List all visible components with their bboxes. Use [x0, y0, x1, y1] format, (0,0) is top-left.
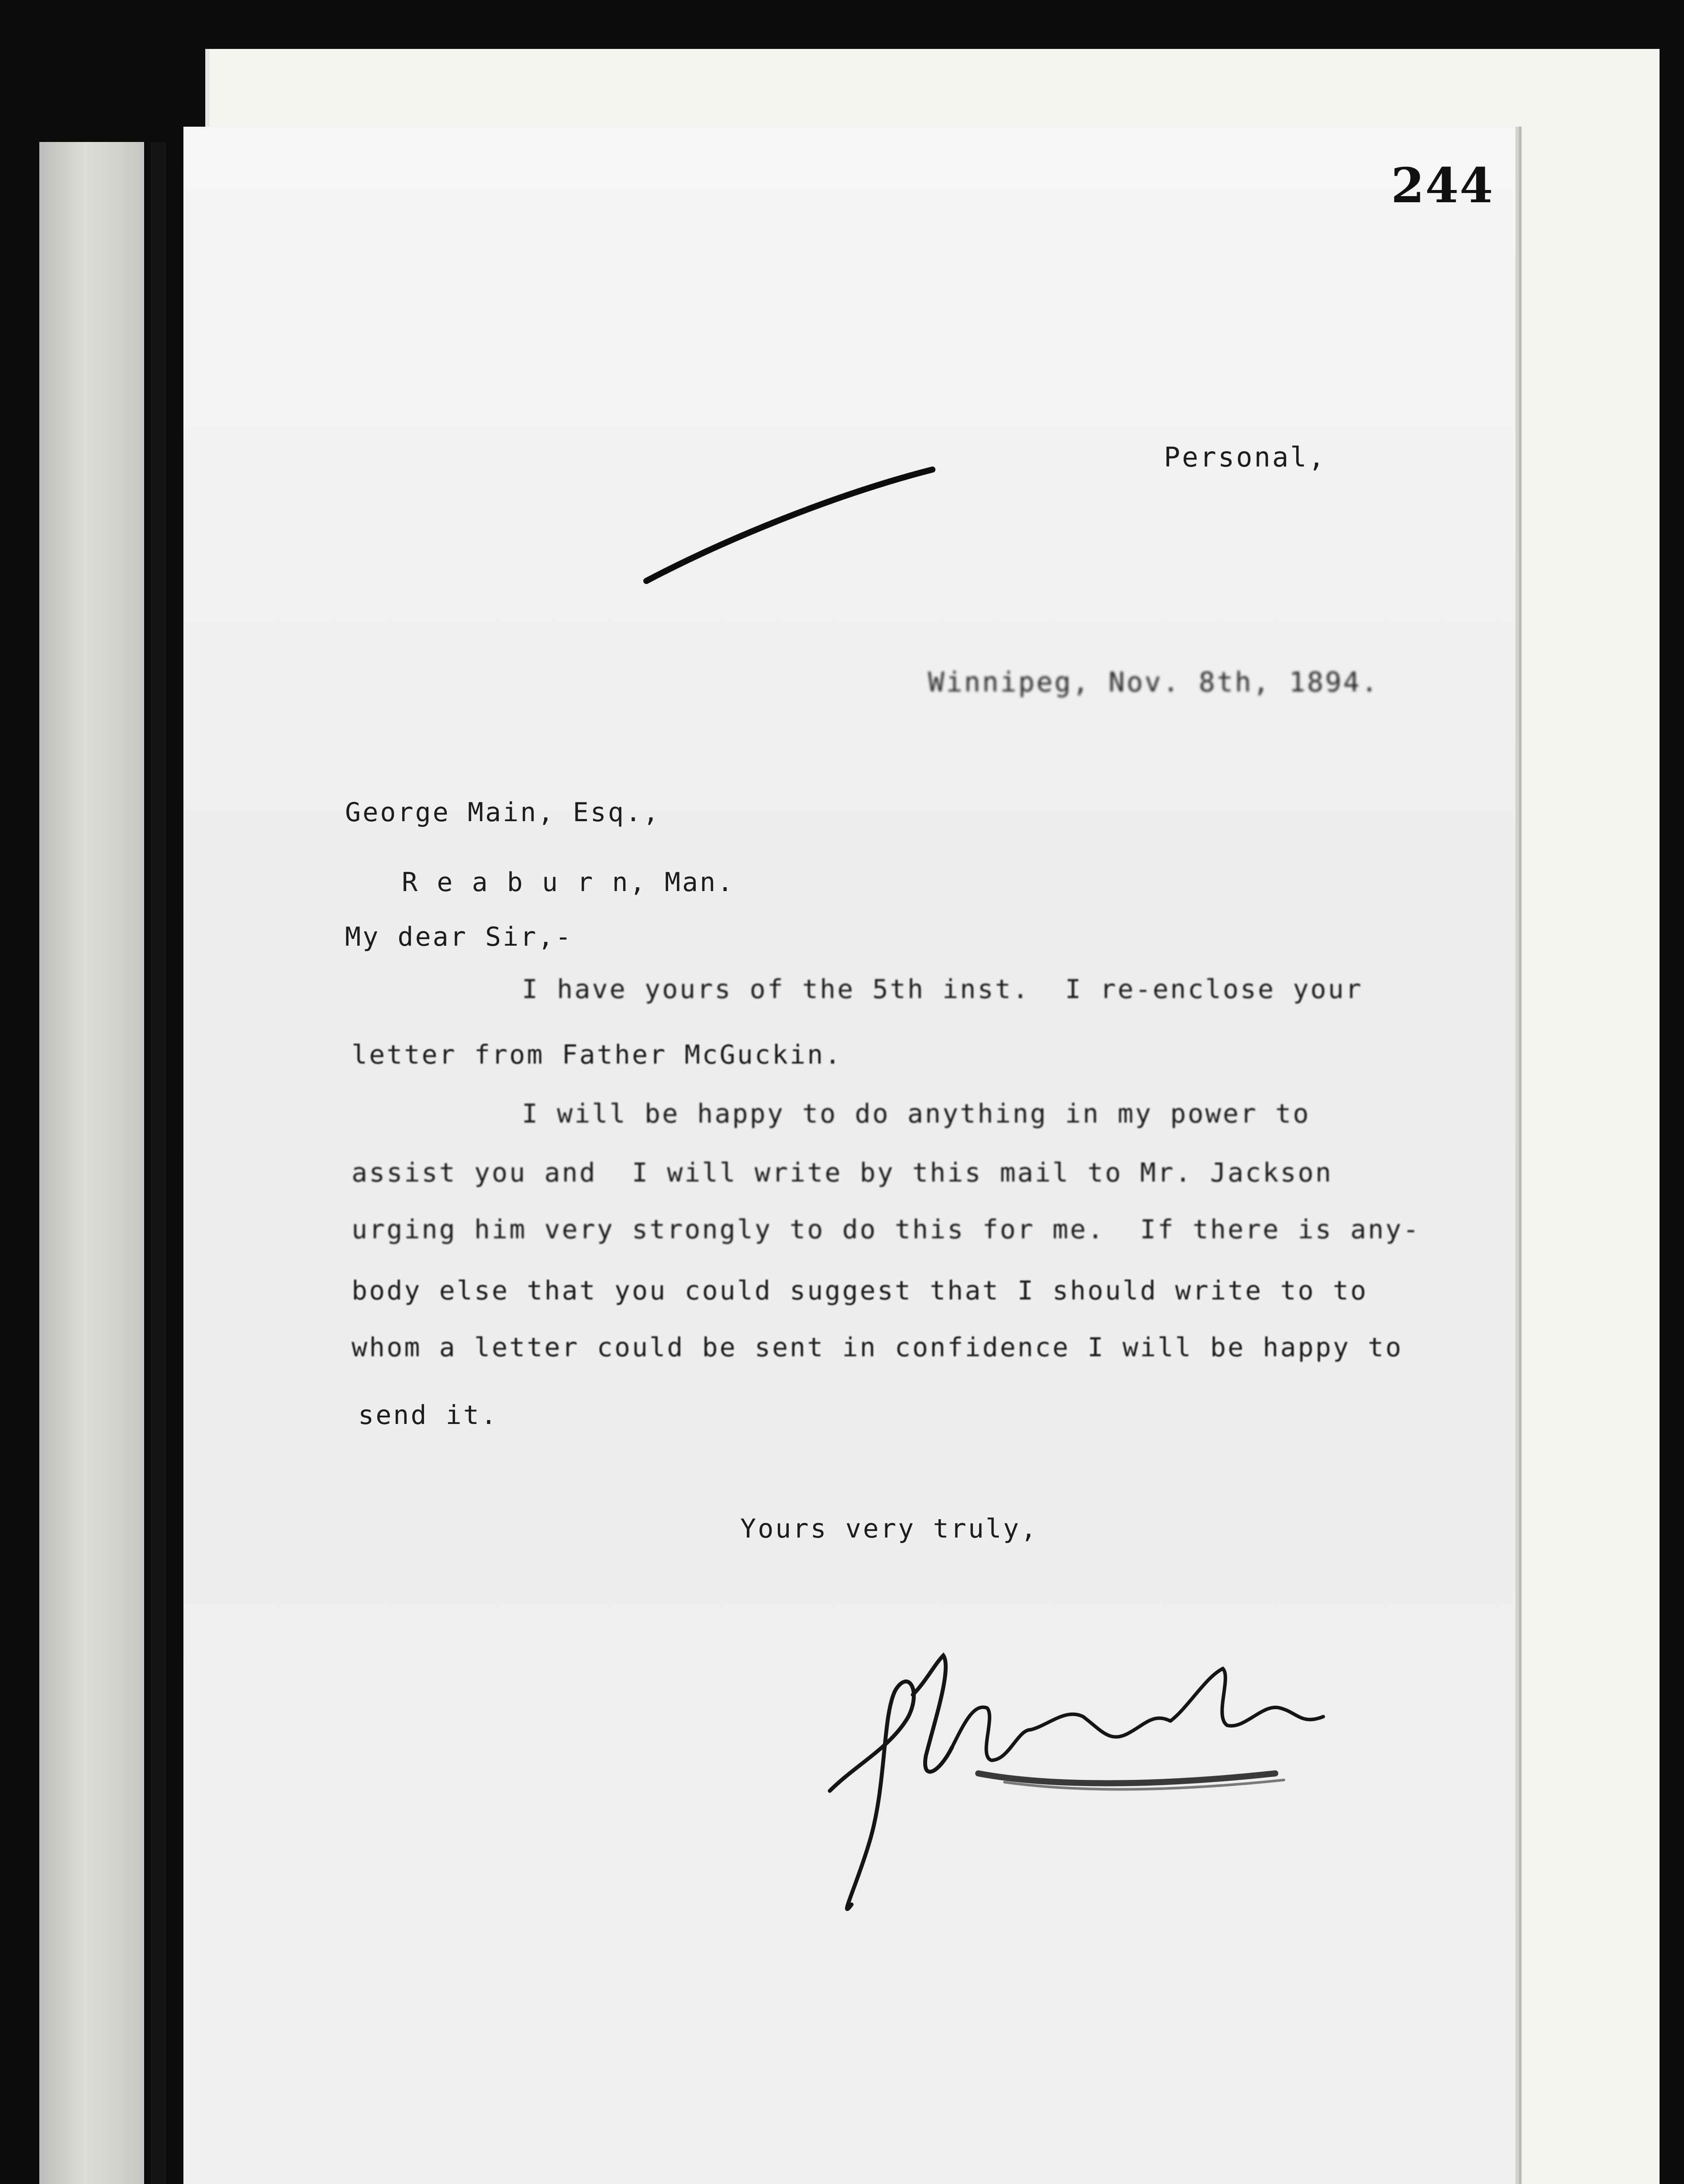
body-line-4: assist you and I will write by this mail to Mr. Jackson	[352, 1158, 1333, 1188]
handwritten-signature	[821, 1642, 1354, 1931]
dateline: Winnipeg, Nov. 8th, 1894.	[928, 666, 1380, 698]
page-number: 244	[1391, 157, 1494, 214]
body-line-1: I have yours of the 5th inst. I re-enclose your	[522, 974, 1363, 1005]
body-line-6: body else that you could suggest that I should write to to	[352, 1275, 1368, 1306]
body-line-8: send it.	[358, 1400, 498, 1431]
personal-marking: Personal,	[1164, 441, 1326, 473]
page-gutter-shadow	[151, 142, 166, 2184]
body-line-7: whom a letter could be sent in confidence I will be happy to	[352, 1332, 1403, 1363]
body-line-5: urging him very strongly to do this for me. If there is any-	[352, 1214, 1421, 1245]
salutation: My dear Sir,-	[345, 922, 573, 952]
addressee-place: R e a b u r n, Man.	[402, 867, 735, 898]
adjacent-page-edge	[39, 142, 144, 2184]
addressee-name: George Main, Esq.,	[345, 797, 661, 828]
closing: Yours very truly,	[740, 1514, 1039, 1544]
body-line-3: I will be happy to do anything in my power to	[522, 1099, 1311, 1129]
pen-stroke-mark	[642, 463, 939, 590]
body-line-2: letter from Father McGuckin.	[352, 1040, 842, 1070]
